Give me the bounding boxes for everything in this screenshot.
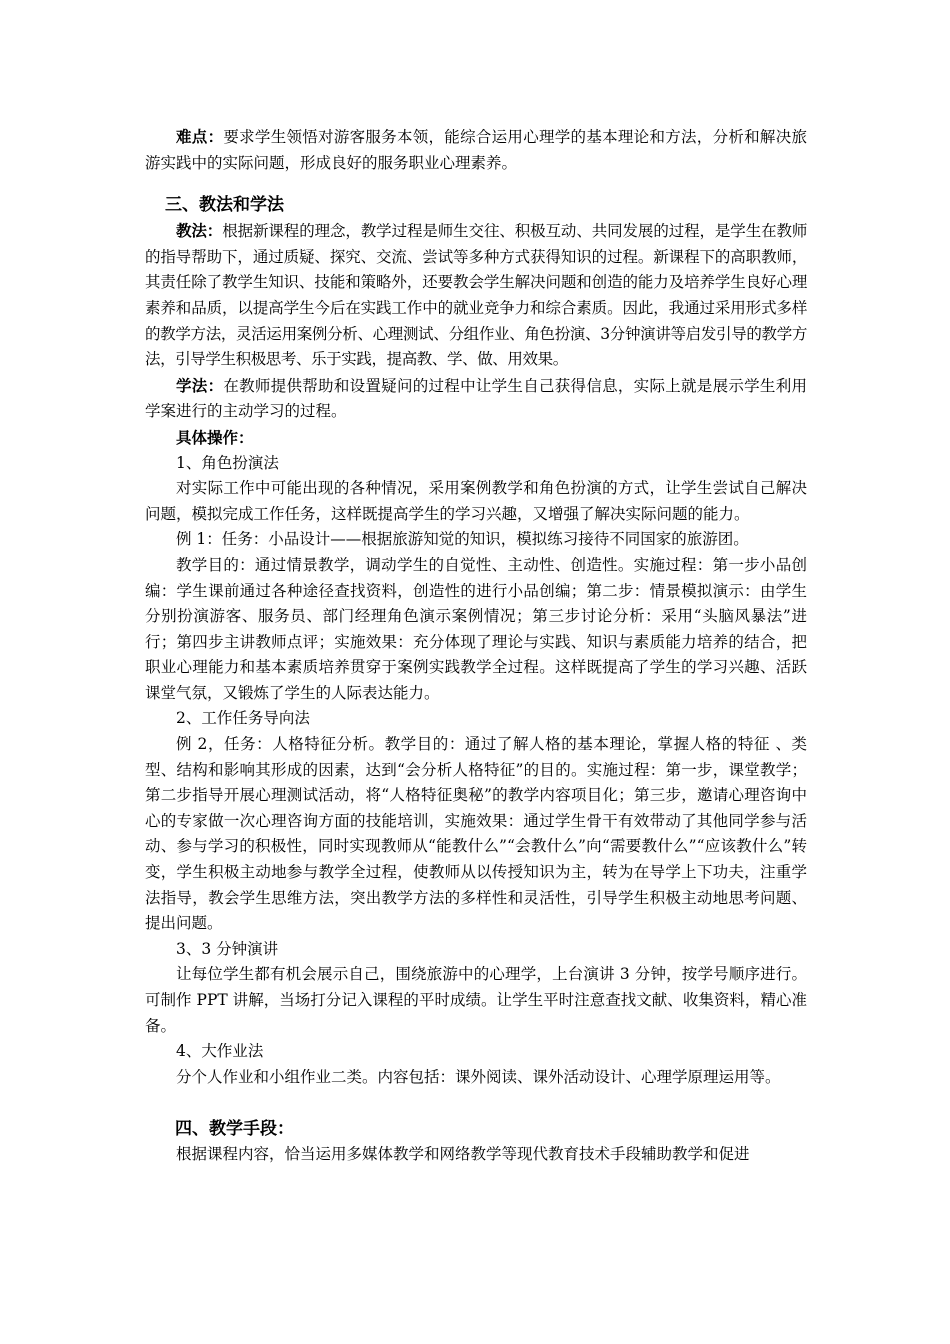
method-2-text: 例 2，任务：人格特征分析。教学目的：通过了解人格的基本理论，掌握人格的特征 、类型、结构和影响其形成的因素，达到“会分析人格特征”的目的。实施过程：第一步，课堂教学；第二步指导开展心理测试活动，将“人格特征奥秘”的教学内容项目化；第三步，邀请心理咨询中心的专家做一次心理咨询方面的技能培训，实施效果：通过学生骨干有效带动了其他同学参与活动、参与学习的积极性，同时实现教师从“能教什么”“会教什么”向“需要教什么”“应该教什么”转变，学生积极主动地参与教学全过程，使教师从以传授知识为主，转为在导学上下功夫，注重学法指导，教会学生思维方法，突出教学方法的多样性和灵活性，引导学生积极主动地思考问题、提出问题。 xyxy=(145,735,807,933)
difficulty-text: 要求学生领悟对游客服务本领，能综合运用心理学的基本理论和方法，分析和解决旅游实践中的实际问题，形成良好的服务职业心理素养。 xyxy=(145,128,807,172)
learning-method-paragraph xyxy=(145,373,807,425)
operations-label: 具体操作： xyxy=(176,427,254,447)
learning-method-label: 学法： xyxy=(176,375,224,395)
method-3-text: 让每位学生都有机会展示自己，围绕旅游中的心理学，上台演讲 3 分钟，按学号顺序进行。可制作 PPT 讲解，当场打分记入课程的平时成绩。让学生平时注意查找文献、收集资料，精心准备。 xyxy=(145,965,807,1035)
section-4-heading: 四、教学手段： xyxy=(175,1119,294,1140)
method-1-text: 对实际工作中可能出现的各种情况，采用案例教学和角色扮演的方式，让学生尝试自己解决问题，模拟完成工作任务，这样既提高学生的学习兴趣，又增强了解决实际问题的能力。 xyxy=(145,479,807,523)
section-4-text: 根据课程内容，恰当运用多媒体教学和网络教学等现代教育技术手段辅助教学和促进 xyxy=(176,1145,750,1164)
document-page xyxy=(145,124,807,1168)
method-2-title: 2、工作任务导向法 xyxy=(176,709,310,728)
section-3-heading: 三、教法和学法 xyxy=(165,195,284,216)
method-1-detail: 教学目的：通过情景教学，调动学生的自觉性、主动性、创造性。实施过程：第一步小品创编：学生课前通过各种途径查找资料，创造性的进行小品创编；第二步：情景模拟演示：由学生分别扮演游客、服务员、部门经理角色演示案例情况；第三步讨论分析：采用“头脑风暴法”进行；第四步主讲教师点评；实施效果：充分体现了理论与实践、知识与素质能力培养的结合，把职业心理能力和基本素质培养贯穿于案例实践教学全过程。这样既提高了学生的学习兴趣、活跃课堂气氛，又锻炼了学生的人际表达能力。 xyxy=(145,555,807,702)
teaching-method-paragraph xyxy=(145,218,807,373)
method-1-example: 例 1：任务：小品设计——根据旅游知觉的知识，模拟练习接待不同国家的旅游团。 xyxy=(176,530,749,549)
method-4-text: 分个人作业和小组作业二类。内容包括：课外阅读、课外活动设计、心理学原理运用等。 xyxy=(176,1067,781,1086)
teaching-method-label: 教法： xyxy=(176,221,223,241)
method-1-title: 1、角色扮演法 xyxy=(176,453,279,472)
method-3-title: 3、3 分钟演讲 xyxy=(176,939,279,958)
difficulty-paragraph xyxy=(145,124,807,176)
teaching-method-text: 根据新课程的理念，教学过程是师生交往、积极互动、共同发展的过程，是学生在教师的指导帮助下，通过质疑、探究、交流、尝试等多种方式获得知识的过程。新课程下的高职教师，其责任除了教学生知识、技能和策略外，还要教会学生解决问题和创造的能力及培养学生良好心理素养和品质，以提高学生今后在实践工作中的就业竞争力和综合素质。因此，我通过采用形式多样的教学方法，灵活运用案例分析、心理测试、分组作业、角色扮演、3分钟演讲等启发引导的教学方法，引导学生积极思考、乐于实践，提高教、学、做、用效果。 xyxy=(145,222,807,369)
method-4-title: 4、大作业法 xyxy=(176,1042,264,1061)
learning-method-text: 在教师提供帮助和设置疑问的过程中让学生自己获得信息，实际上就是展示学生利用学案进行的主动学习的过程。 xyxy=(145,376,807,421)
difficulty-label: 难点： xyxy=(176,127,224,146)
